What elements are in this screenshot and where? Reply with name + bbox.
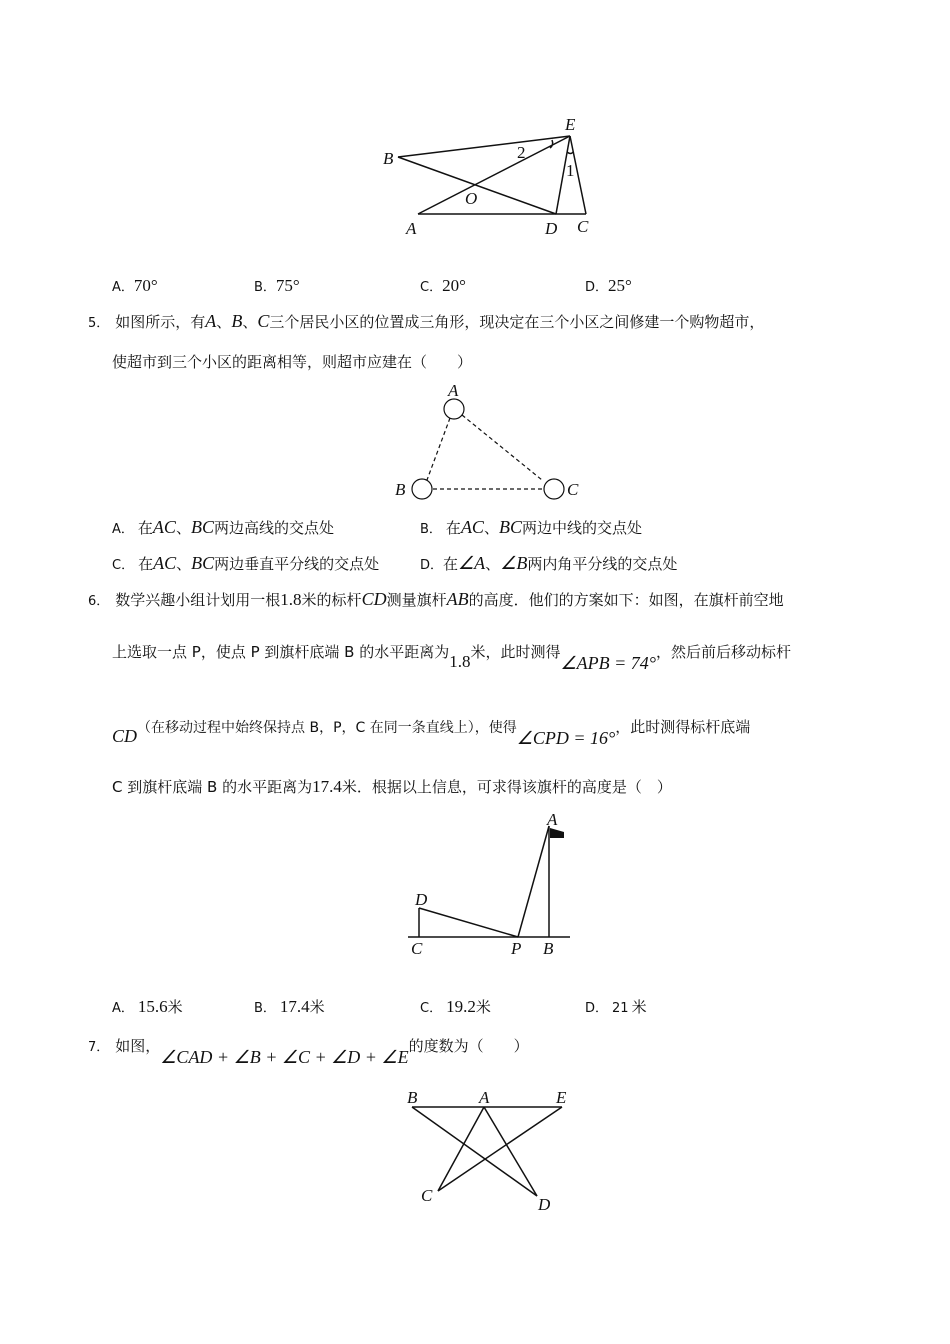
- q5-text-3: 使超市到三个小区的距离相等，则超市应建在（ ）: [112, 353, 473, 371]
- label-d: D: [545, 219, 558, 238]
- option-math-2: ∠B: [500, 553, 528, 573]
- q6-option-b[interactable]: [254, 996, 325, 1017]
- q4-option-b[interactable]: [254, 276, 300, 296]
- q5-text-1: 如图所示，有: [115, 313, 206, 331]
- q5-figure: [390, 380, 590, 505]
- q6-number: 1.8: [449, 652, 471, 671]
- option-post: 两边中线的交点处: [521, 519, 642, 537]
- segment-ec: [438, 1107, 562, 1191]
- option-letter: D．: [585, 280, 609, 295]
- q6-option-a[interactable]: [112, 996, 183, 1017]
- label-p: P: [511, 939, 522, 958]
- segment-dp: [419, 908, 518, 937]
- q6-line-4: [112, 776, 672, 797]
- q5-text-2: 三个居民小区的位置成三角形，现决定在三个小区之间修建一个购物超市，: [269, 313, 765, 331]
- option-post: 两内角平分线的交点处: [527, 555, 678, 573]
- option-value: 15.6: [137, 997, 168, 1016]
- q7-expression: ∠CAD + ∠B + ∠C + ∠D + ∠E: [160, 1047, 409, 1067]
- label-c: C: [567, 480, 579, 499]
- option-post: 两边垂直平分线的交点处: [214, 555, 380, 573]
- option-value: 25°: [608, 276, 632, 295]
- option-letter: A．: [112, 1001, 134, 1016]
- option-unit: 米: [631, 998, 647, 1016]
- q6-figure: [400, 808, 580, 963]
- label-b: B: [395, 480, 406, 499]
- question-number: 7．: [88, 1040, 110, 1055]
- option-letter: C．: [112, 558, 135, 573]
- q6-number: 17.4: [312, 777, 342, 796]
- option-unit: 米: [475, 998, 491, 1016]
- option-math-1: ∠A: [458, 553, 486, 573]
- option-letter: B．: [254, 280, 276, 295]
- option-value: 70°: [133, 276, 158, 295]
- q7-figure: [400, 1085, 580, 1220]
- option-letter: C．: [420, 1001, 443, 1016]
- q6-text: 的高度．他们的方案如下：如图，在旗杆前空地: [468, 591, 784, 609]
- q5-point-b: B: [231, 311, 243, 331]
- q6-text: （在移动过程中始终保持点 B，P，C 在同一条直线上），使得: [137, 720, 517, 736]
- separator: 、: [485, 555, 501, 573]
- dashed-ab: [427, 418, 450, 480]
- q6-text: 测量旗杆: [386, 591, 447, 609]
- circle-c: [544, 479, 564, 499]
- separator: 、: [242, 313, 258, 331]
- option-unit: 米: [167, 998, 183, 1016]
- q6-math: ∠CPD = 16°: [516, 728, 616, 748]
- label-b: B: [383, 149, 394, 168]
- option-value: 21: [612, 1001, 629, 1016]
- option-letter: D．: [585, 1001, 609, 1016]
- label-a: A: [448, 381, 459, 400]
- segment-ae: [418, 136, 570, 214]
- option-pre: 在: [137, 519, 153, 537]
- option-math-2: BC: [498, 517, 522, 537]
- separator: 、: [175, 519, 191, 537]
- option-unit: 米: [309, 998, 325, 1016]
- q7-text: 的度数为（ ）: [408, 1037, 529, 1055]
- dashed-ac: [462, 415, 542, 480]
- q7-line-1: [88, 1035, 529, 1067]
- option-value: 19.2: [446, 997, 476, 1016]
- label-angle-1: 1: [566, 161, 575, 180]
- option-letter: B．: [420, 522, 442, 537]
- option-letter: B．: [254, 1001, 276, 1016]
- q6-text: ，然后前后移动标杆: [655, 643, 791, 661]
- separator: 、: [216, 313, 232, 331]
- q6-line-2: [112, 641, 791, 673]
- angle-arc-1: [567, 152, 573, 154]
- segment-ad: [484, 1107, 537, 1196]
- angle-arc-2: [550, 140, 553, 148]
- q6-option-c[interactable]: [420, 996, 491, 1017]
- flag-icon: [550, 828, 564, 838]
- option-value: 17.4: [279, 997, 310, 1016]
- q6-text: 上选取一点 P，使点 P 到旗杆底端 B 的水平距离为: [112, 643, 450, 661]
- q4-option-d[interactable]: [585, 276, 632, 296]
- q6-math: ∠APB = 74°: [560, 653, 656, 673]
- label-o: O: [465, 189, 478, 208]
- q6-text: 数学兴趣小组计划用一根: [115, 591, 281, 609]
- segment-ac: [438, 1107, 484, 1191]
- label-d: D: [538, 1195, 551, 1214]
- option-letter: D．: [420, 558, 444, 573]
- q5-option-b[interactable]: [420, 517, 642, 538]
- question-number: 5．: [88, 316, 110, 331]
- option-post: 两边高线的交点处: [213, 519, 334, 537]
- q4-option-c[interactable]: [420, 276, 466, 296]
- option-value: 75°: [275, 276, 300, 295]
- q6-text: 米的标杆: [301, 591, 362, 609]
- segment-pa: [518, 826, 549, 937]
- q6-text: C 到旗杆底端 B 的水平距离为: [112, 778, 313, 796]
- q5-option-a[interactable]: [112, 517, 334, 538]
- option-math-2: BC: [191, 553, 215, 573]
- q5-line-1: [88, 311, 764, 332]
- q6-line-3: [112, 716, 751, 748]
- option-math-1: AC: [152, 517, 176, 537]
- question-number: 6．: [88, 594, 110, 609]
- option-pre: 在: [443, 555, 459, 573]
- q6-math: CD: [112, 726, 138, 746]
- label-c: C: [577, 217, 589, 236]
- label-angle-2: 2: [517, 143, 526, 162]
- label-a: A: [406, 219, 417, 238]
- label-c: C: [411, 939, 423, 958]
- q5-line-2: [112, 351, 472, 372]
- label-a: A: [547, 810, 558, 829]
- segment-be: [398, 136, 570, 157]
- label-c: C: [421, 1186, 433, 1205]
- circle-a: [444, 399, 464, 419]
- option-pre: 在: [138, 555, 154, 573]
- option-letter: A．: [112, 280, 134, 295]
- separator: 、: [483, 519, 499, 537]
- q6-text: 米，此时测得: [470, 643, 561, 661]
- q6-text: 米．根据以上信息，可求得该旗杆的高度是（ ）: [341, 778, 672, 796]
- q5-option-d[interactable]: [420, 553, 677, 574]
- q7-text: 如图，: [115, 1037, 161, 1055]
- q5-option-c[interactable]: [112, 553, 379, 574]
- label-e: E: [556, 1088, 567, 1107]
- option-letter: C．: [420, 280, 443, 295]
- q6-option-d[interactable]: [585, 996, 647, 1017]
- option-math-1: AC: [153, 553, 177, 573]
- q6-math: CD: [361, 589, 387, 609]
- label-d: D: [415, 890, 428, 909]
- label-a: A: [479, 1088, 490, 1107]
- separator: 、: [176, 555, 192, 573]
- q6-line-1: [88, 589, 784, 610]
- circle-b: [412, 479, 432, 499]
- option-letter: A．: [112, 522, 134, 537]
- q4-figure: [370, 110, 610, 245]
- option-math-2: BC: [190, 517, 214, 537]
- option-pre: 在: [445, 519, 461, 537]
- q6-number: 1.8: [280, 590, 302, 609]
- q5-point-c: C: [257, 311, 270, 331]
- label-e: E: [565, 115, 576, 134]
- q6-math: AB: [446, 589, 469, 609]
- q5-point-a: A: [205, 311, 217, 331]
- segment-bd: [412, 1107, 537, 1196]
- q4-option-a[interactable]: [112, 276, 158, 296]
- q6-text: ，此时测得标杆底端: [615, 718, 751, 736]
- option-value: 20°: [442, 276, 466, 295]
- label-b: B: [543, 939, 554, 958]
- label-b: B: [407, 1088, 418, 1107]
- option-math-1: AC: [460, 517, 484, 537]
